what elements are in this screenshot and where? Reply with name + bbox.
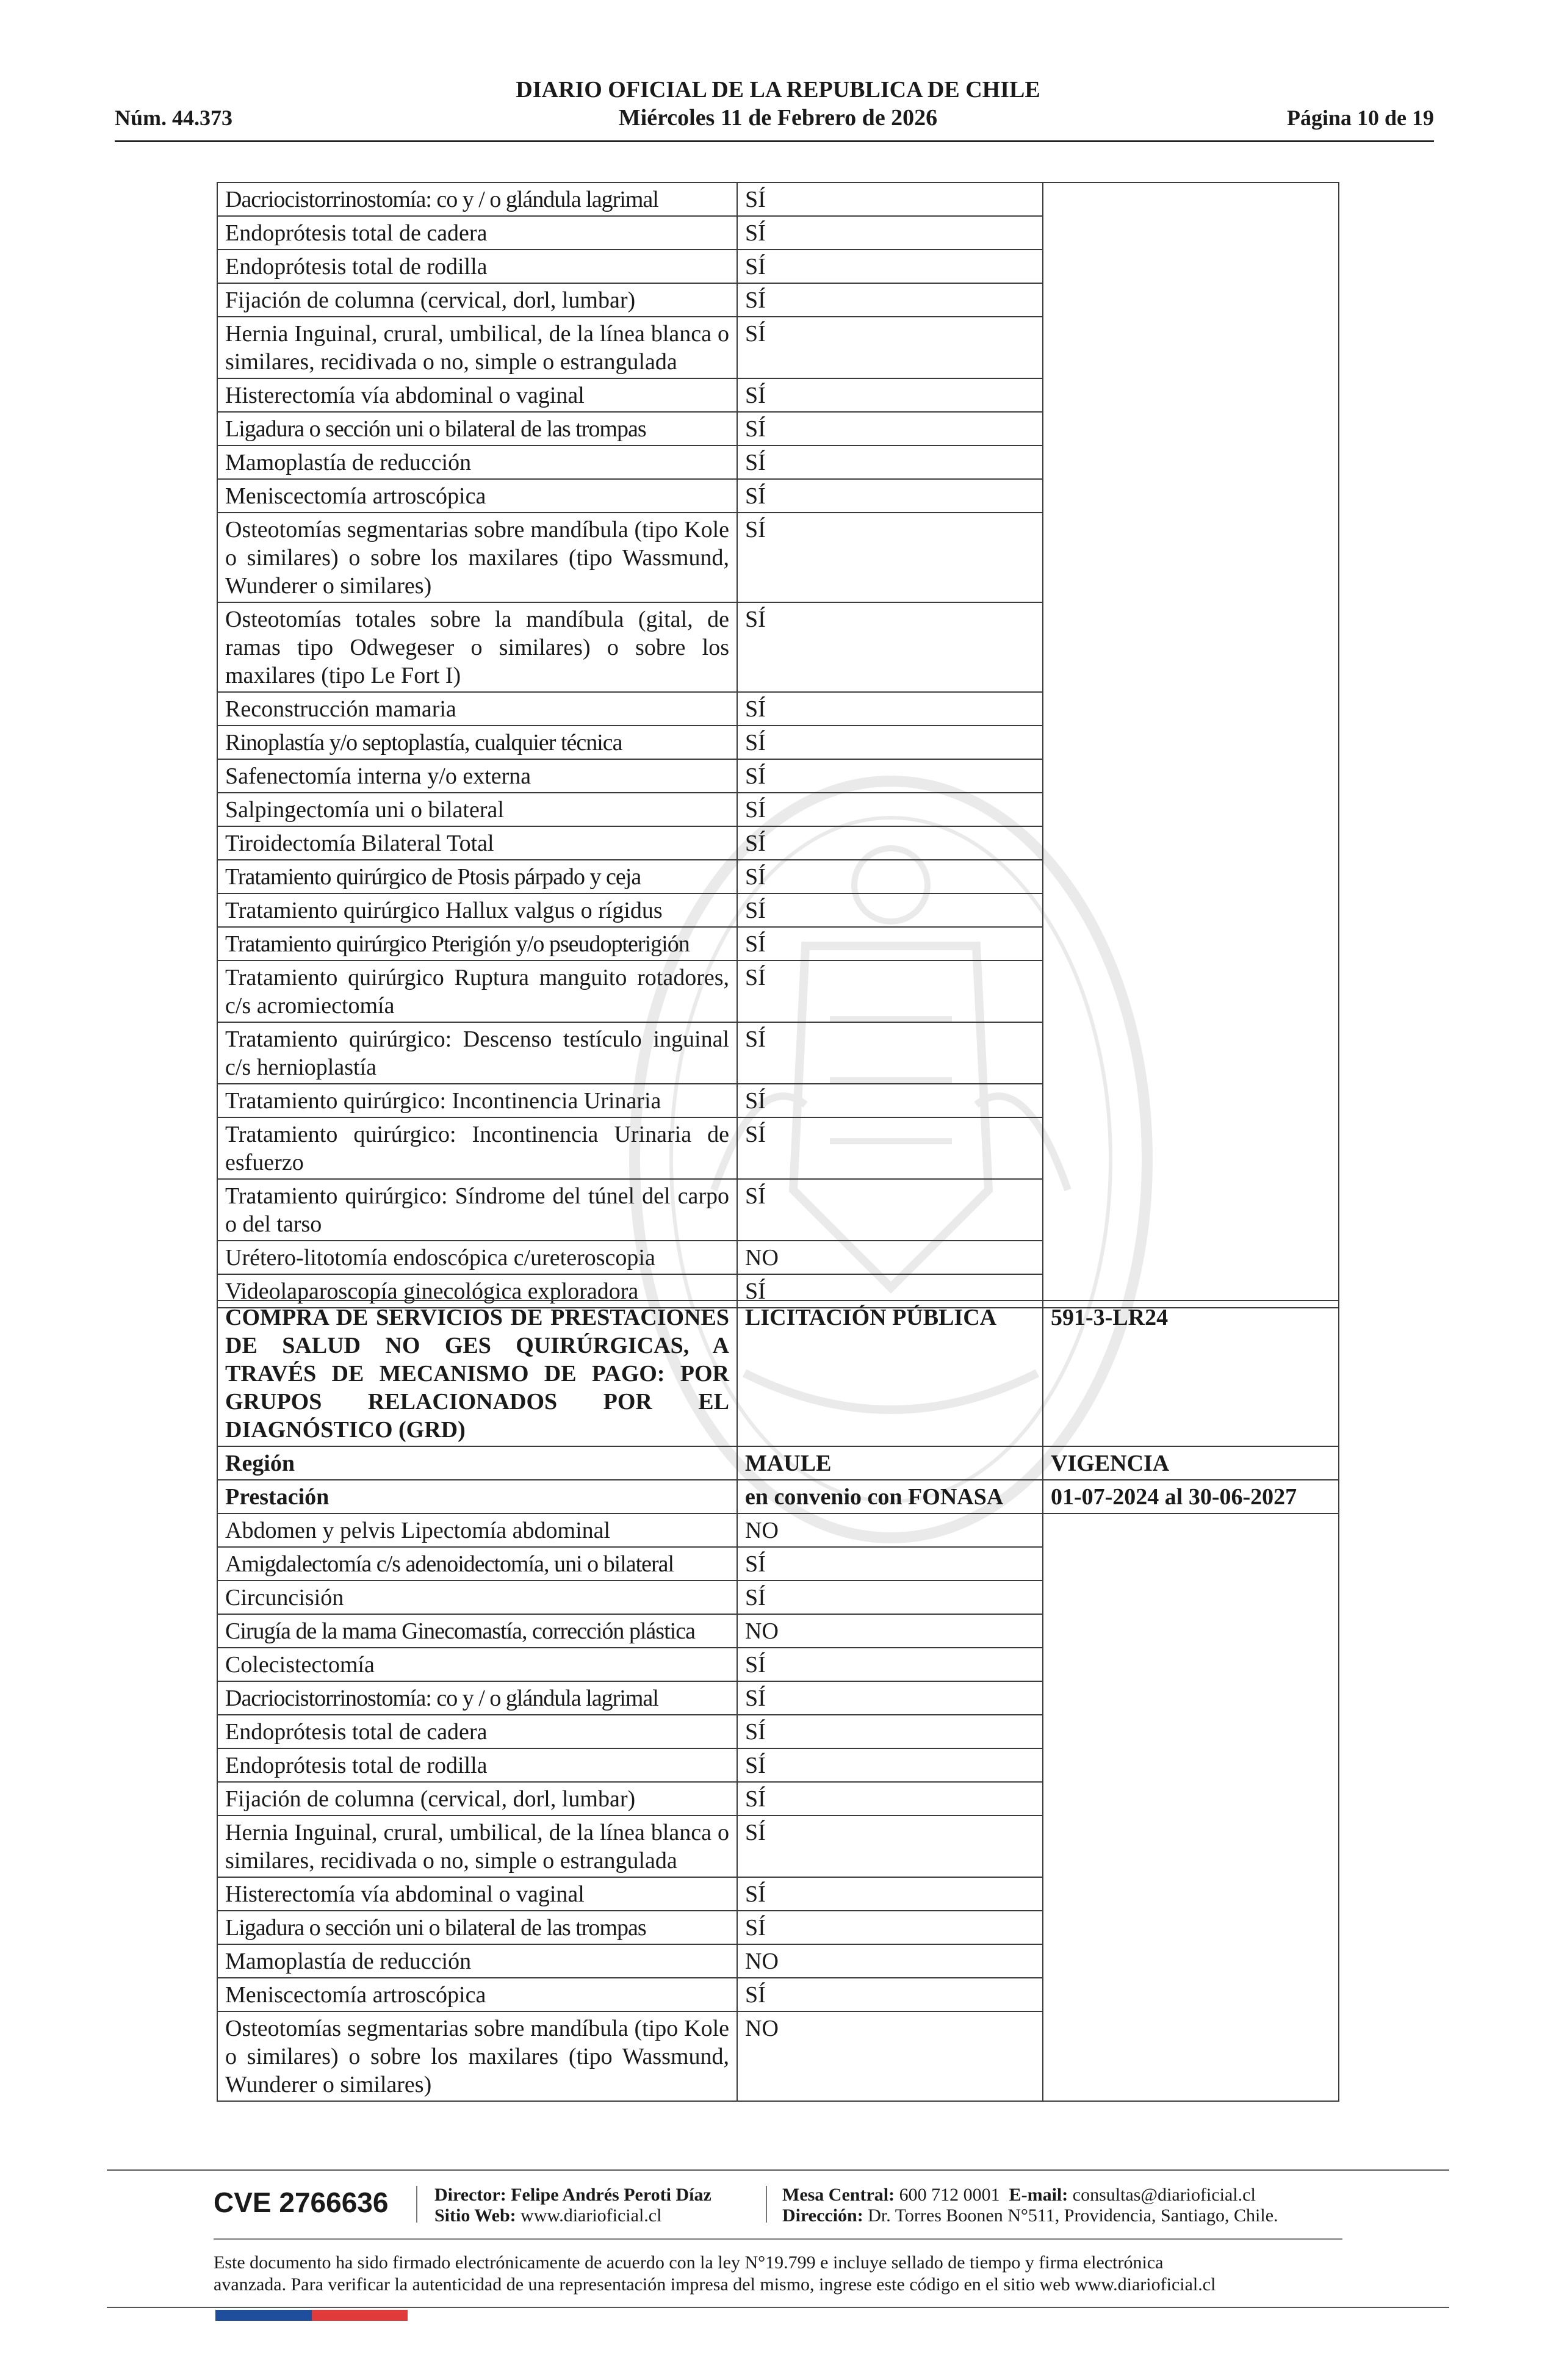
footer-rule-bottom (107, 2307, 1449, 2308)
header-rule (115, 140, 1434, 142)
procedure-name: Meniscectomía artroscópica (217, 479, 737, 513)
procedure-coverage: SÍ (737, 1022, 1043, 1084)
procedure-name: Histerectomía vía abdominal o vaginal (217, 1877, 737, 1911)
table-row (217, 182, 1339, 216)
prestacion-row (217, 1480, 1339, 1513)
procedure-name: Ligadura o sección uni o bilateral de las trompas (217, 412, 737, 445)
procedure-coverage: SÍ (737, 1911, 1043, 1944)
tender-title: COMPRA DE SERVICIOS DE PRESTACIONES DE SALUD NO GES QUIRÚRGICAS, A TRAVÉS DE MECANISMO DE PAGO: POR GRUPOS RELACIONADOS POR EL DIAGNÓSTICO (GRD) (217, 1300, 737, 1446)
procedure-name: Reconstrucción mamaria (217, 692, 737, 726)
convenio-label: en convenio con FONASA (737, 1480, 1043, 1513)
procedure-coverage: NO (737, 1513, 1043, 1547)
address-value: Dr. Torres Boonen N°511, Providencia, Santiago, Chile. (868, 2205, 1278, 2226)
procedure-coverage: SÍ (737, 860, 1043, 893)
procedure-name: Osteotomías totales sobre la mandíbula (gital, de ramas tipo Odwegeser o similares) o sobre los maxilares (tipo Le Fort I) (217, 602, 737, 692)
procedure-coverage: SÍ (737, 412, 1043, 445)
procedure-coverage: SÍ (737, 759, 1043, 793)
procedure-coverage: SÍ (737, 1581, 1043, 1614)
procedure-coverage: SÍ (737, 1179, 1043, 1241)
region-value: MAULE (737, 1446, 1043, 1480)
procedure-coverage: SÍ (737, 1782, 1043, 1816)
legal-line-1: Este documento ha sido firmado electrónicamente de acuerdo con la ley N°19.799 e incluye sellado de tiempo y firma electrónica (214, 2252, 1164, 2273)
legal-line-2: avanzada. Para verificar la autenticidad de una representación impresa del mismo, ingrese este código en el sitio web www.diarioficial.cl (214, 2274, 1216, 2295)
procedure-coverage: SÍ (737, 893, 1043, 927)
procedure-coverage: SÍ (737, 513, 1043, 602)
address-label: Dirección: (782, 2205, 863, 2226)
procedure-coverage: SÍ (737, 283, 1043, 317)
flag-stripe-red (312, 2310, 408, 2321)
procedure-name: Dacriocistorrinostomía: co y / o glándula lagrimal (217, 1681, 737, 1715)
procedure-coverage: SÍ (737, 1084, 1043, 1117)
procedure-coverage: SÍ (737, 602, 1043, 692)
procedure-coverage: SÍ (737, 1748, 1043, 1782)
procedure-name: Tratamiento quirúrgico: Incontinencia Urinaria (217, 1084, 737, 1117)
procedure-coverage: SÍ (737, 927, 1043, 961)
procedure-coverage: SÍ (737, 216, 1043, 250)
procedure-name: Tratamiento quirúrgico: Descenso testículo inguinal c/s hernioplastía (217, 1022, 737, 1084)
procedure-coverage: SÍ (737, 250, 1043, 283)
footer-director-block (434, 2185, 711, 2226)
procedure-name: Urétero-litotomía endoscópica c/ureteroscopia (217, 1241, 737, 1274)
vigencia-value: 01-07-2024 al 30-06-2027 (1043, 1480, 1339, 1513)
procedure-name: Endoprótesis total de rodilla (217, 1748, 737, 1782)
procedure-name: Fijación de columna (cervical, dorl, lumbar) (217, 283, 737, 317)
mesa-label: Mesa Central: (782, 2185, 895, 2205)
procedure-name: Abdomen y pelvis Lipectomía abdominal (217, 1513, 737, 1547)
procedure-coverage: NO (737, 1944, 1043, 1978)
procedure-name: Cirugía de la mama Ginecomastía, corrección plástica (217, 1614, 737, 1648)
empty-column (1043, 1513, 1339, 2101)
procedure-coverage: SÍ (737, 1648, 1043, 1681)
procedure-name: Tratamiento quirúrgico Pterigión y/o pseudopterigión (217, 927, 737, 961)
procedure-coverage: SÍ (737, 378, 1043, 412)
prestacion-label: Prestación (217, 1480, 737, 1513)
procedure-name: Circuncisión (217, 1581, 737, 1614)
masthead-date: Miércoles 11 de Febrero de 2026 (618, 105, 938, 131)
procedure-name: Amigdalectomía c/s adenoidectomía, uni o bilateral (217, 1547, 737, 1581)
procedure-name: Tratamiento quirúrgico de Ptosis párpado y ceja (217, 860, 737, 893)
procedure-name: Osteotomías segmentarias sobre mandíbula (tipo Kole o similares) o sobre los maxilares (tipo Wassmund, Wunderer o similares) (217, 2011, 737, 2101)
procedure-name: Mamoplastía de reducción (217, 1944, 737, 1978)
mesa-phone: 600 712 0001 (899, 2185, 1000, 2205)
procedure-coverage: SÍ (737, 1274, 1043, 1308)
procedure-coverage: SÍ (737, 479, 1043, 513)
procedure-coverage: SÍ (737, 726, 1043, 759)
procedure-name: Endoprótesis total de cadera (217, 216, 737, 250)
procedure-coverage: SÍ (737, 445, 1043, 479)
grd-tender-table-body (217, 1300, 1339, 2101)
table-row (217, 1513, 1339, 1547)
procedure-coverage: SÍ (737, 1816, 1043, 1877)
director-name: Felipe Andrés Peroti Díaz (511, 2185, 711, 2205)
procedure-coverage: NO (737, 1241, 1043, 1274)
procedure-name: Rinoplastía y/o septoplastía, cualquier técnica (217, 726, 737, 759)
footer-rule-top (107, 2169, 1449, 2171)
procedure-name: Videolaparoscopía ginecológica exploradora (217, 1274, 737, 1308)
procedure-name: Endoprótesis total de rodilla (217, 250, 737, 283)
table-header-row (217, 1300, 1339, 1446)
masthead-title: DIARIO OFICIAL DE LA REPUBLICA DE CHILE (516, 77, 1040, 103)
procedures-table-body (217, 182, 1339, 1308)
page-indicator: Página 10 de 19 (1286, 106, 1434, 130)
procedure-coverage: SÍ (737, 1547, 1043, 1581)
procedure-coverage: SÍ (737, 1715, 1043, 1748)
email-label: E-mail: (1009, 2185, 1068, 2205)
procedure-name: Endoprótesis total de cadera (217, 1715, 737, 1748)
procedure-coverage: SÍ (737, 182, 1043, 216)
region-label: Región (217, 1446, 737, 1480)
footer-separator (416, 2186, 417, 2223)
procedure-name: Fijación de columna (cervical, dorl, lumbar) (217, 1782, 737, 1816)
director-label: Director: (434, 2185, 506, 2205)
procedure-name: Tratamiento quirúrgico Ruptura manguito rotadores, c/s acromiectomía (217, 961, 737, 1022)
procedure-name: Meniscectomía artroscópica (217, 1978, 737, 2011)
procedure-coverage: SÍ (737, 692, 1043, 726)
procedure-name: Salpingectomía uni o bilateral (217, 793, 737, 826)
cve-code: CVE 2766636 (214, 2187, 389, 2218)
procedure-name: Osteotomías segmentarias sobre mandíbula (tipo Kole o similares) o sobre los maxilares (tipo Wassmund, Wunderer o similares) (217, 513, 737, 602)
procedure-coverage: SÍ (737, 1978, 1043, 2011)
email-link[interactable]: consultas@diarioficial.cl (1072, 2185, 1256, 2205)
site-label: Sitio Web: (434, 2205, 516, 2226)
procedure-coverage: SÍ (737, 1117, 1043, 1179)
footer-separator (766, 2186, 767, 2223)
empty-column (1043, 182, 1339, 1308)
procedure-name: Colecistectomía (217, 1648, 737, 1681)
procedure-name: Mamoplastía de reducción (217, 445, 737, 479)
site-link[interactable]: www.diarioficial.cl (520, 2205, 662, 2226)
procedure-name: Hernia Inguinal, crural, umbilical, de la línea blanca o similares, recidivada o no, simple o estrangulada (217, 317, 737, 378)
footer-contact-block (782, 2185, 1278, 2226)
procedure-name: Histerectomía vía abdominal o vaginal (217, 378, 737, 412)
flag-stripe-blue (215, 2310, 312, 2321)
procedure-name: Hernia Inguinal, crural, umbilical, de la línea blanca o similares, recidivada o no, simple o estrangulada (217, 1816, 737, 1877)
procedure-name: Tiroidectomía Bilateral Total (217, 826, 737, 860)
issue-number: Núm. 44.373 (115, 106, 233, 130)
procedure-coverage: SÍ (737, 1877, 1043, 1911)
procedure-coverage: NO (737, 2011, 1043, 2101)
procedure-name: Tratamiento quirúrgico: Síndrome del túnel del carpo o del tarso (217, 1179, 737, 1241)
procedure-name: Safenectomía interna y/o externa (217, 759, 737, 793)
procedure-coverage: NO (737, 1614, 1043, 1648)
tender-id: 591-3-LR24 (1043, 1300, 1339, 1446)
procedure-name: Dacriocistorrinostomía: co y / o glándula lagrimal (217, 182, 737, 216)
grd-tender-table (217, 1300, 1339, 2102)
vigencia-label: VIGENCIA (1043, 1446, 1339, 1480)
procedure-name: Tratamiento quirúrgico Hallux valgus o rígidus (217, 893, 737, 927)
procedure-name: Tratamiento quirúrgico: Incontinencia Urinaria de esfuerzo (217, 1117, 737, 1179)
procedure-coverage: SÍ (737, 793, 1043, 826)
procedures-table-continued (217, 182, 1339, 1308)
procedure-coverage: SÍ (737, 961, 1043, 1022)
procedure-name: Ligadura o sección uni o bilateral de las trompas (217, 1911, 737, 1944)
legal-notice (214, 2252, 1349, 2296)
footer-rule-middle (214, 2238, 1342, 2240)
region-row (217, 1446, 1339, 1480)
procedure-coverage: SÍ (737, 317, 1043, 378)
tender-type: LICITACIÓN PÚBLICA (737, 1300, 1043, 1446)
procedure-coverage: SÍ (737, 1681, 1043, 1715)
procedure-coverage: SÍ (737, 826, 1043, 860)
